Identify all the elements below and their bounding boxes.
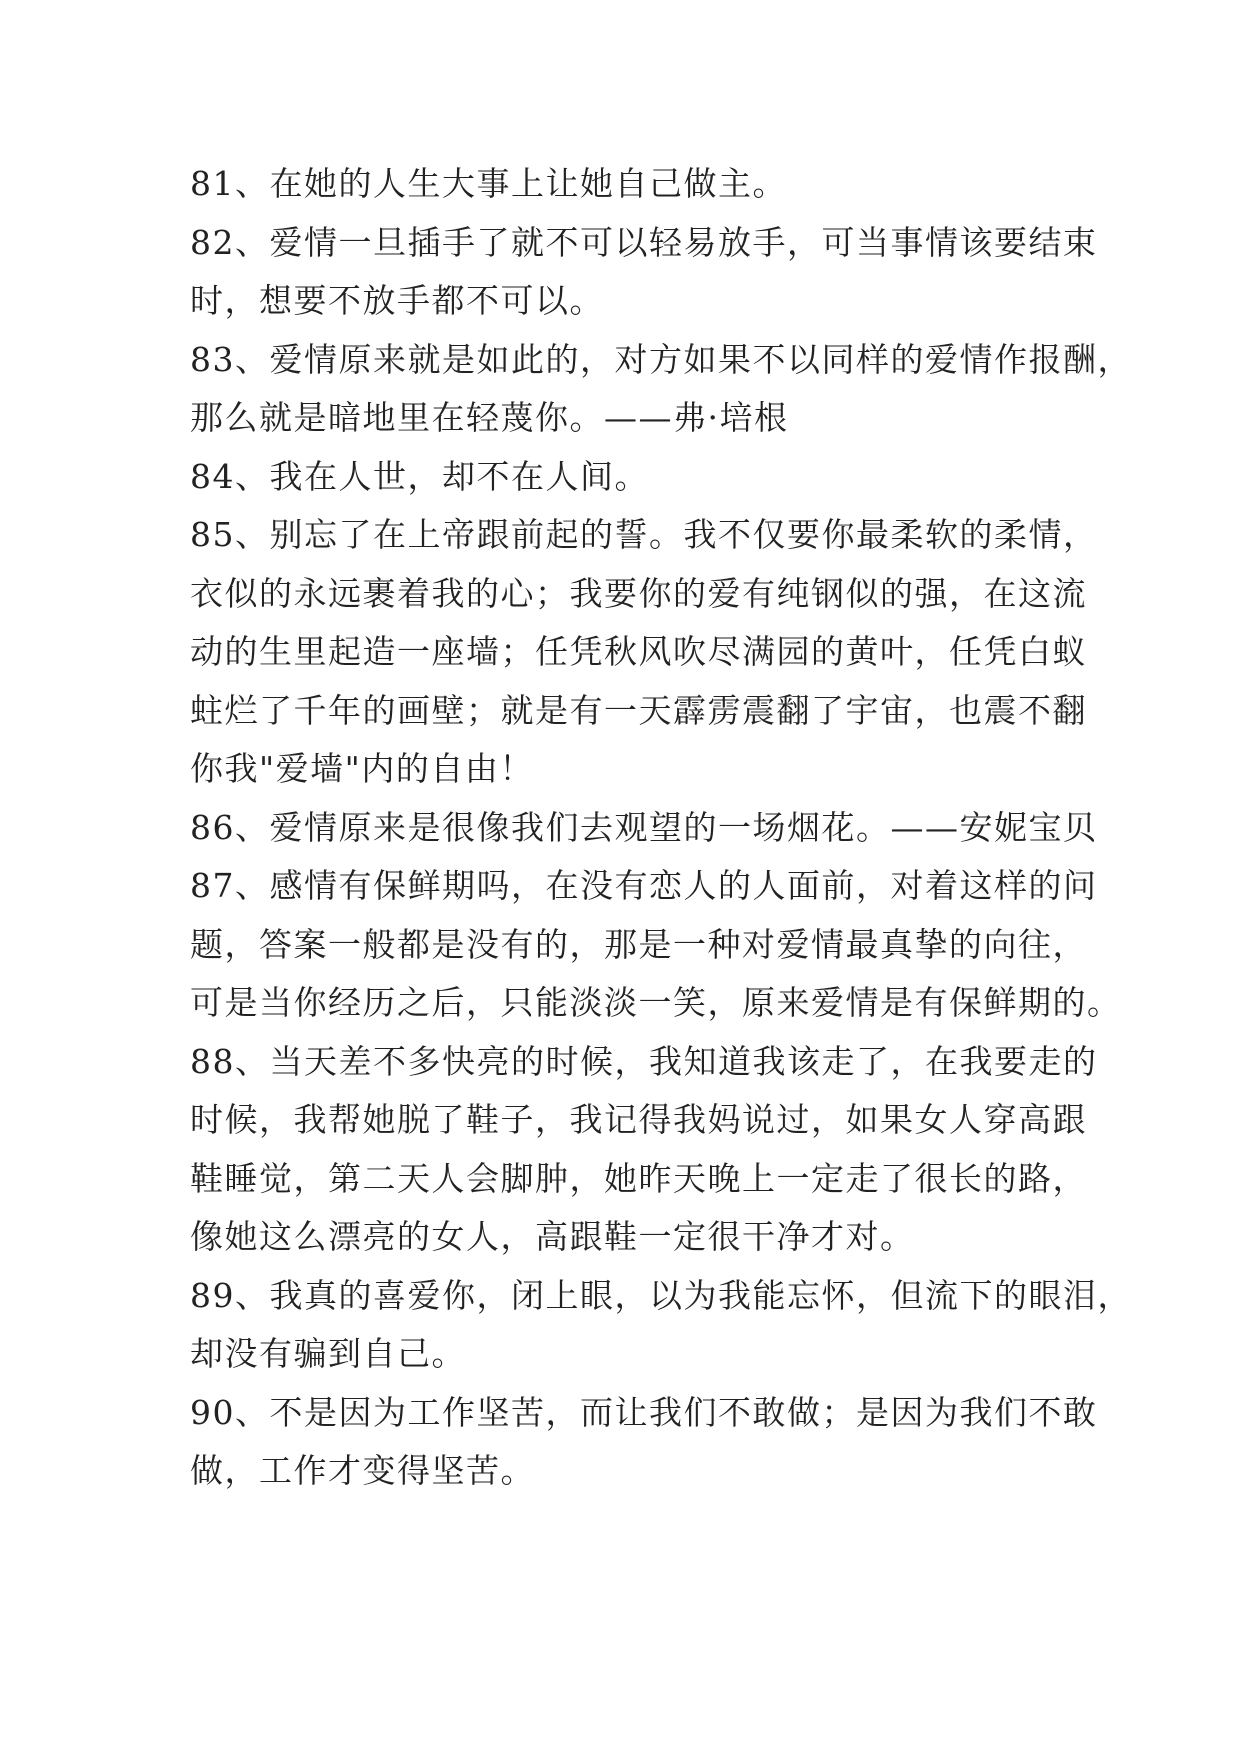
quote-line: 做，工作才变得坚苦。 xyxy=(190,1451,535,1490)
quote-line: 87、感情有保鲜期吗，在没有恋人的人面前，对着这样的问 xyxy=(190,866,1098,905)
quote-entry-90 xyxy=(190,1384,1098,1501)
quote-entry-81 xyxy=(190,155,1060,214)
quote-entry-83 xyxy=(190,331,1132,448)
quote-line: 时候，我帮她脱了鞋子，我记得我妈说过，如果女人穿高跟 xyxy=(190,1100,1087,1139)
quote-line: 可是当你经历之后，只能淡淡一笑，原来爱情是有保鲜期的。 xyxy=(190,983,1122,1022)
quote-line: 鞋睡觉，第二天人会脚肿，她昨天晚上一定走了很长的路， xyxy=(190,1158,1087,1198)
quote-line: 你我"爱墙"内的自由！ xyxy=(190,749,534,788)
quote-line: 衣似的永远裹着我的心；我要你的爱有纯钢似的强，在这流 xyxy=(190,573,1087,613)
quote-line: 88、当天差不多快亮的时候，我知道我该走了，在我要走的 xyxy=(190,1041,1098,1081)
quote-line: 那么就是暗地里在轻蔑你。——弗·培根 xyxy=(190,398,789,437)
quote-line: 90、不是因为工作坚苦，而让我们不敢做；是因为我们不敢 xyxy=(190,1392,1098,1432)
quote-entry-85 xyxy=(190,506,1098,799)
quote-entry-88 xyxy=(190,1033,1098,1267)
quote-line: 题，答案一般都是没有的，那是一种对爱情最真挚的向往， xyxy=(190,924,1087,964)
quote-entry-82 xyxy=(190,214,1098,331)
quote-line: 85、别忘了在上帝跟前起的誓。我不仅要你最柔软的柔情， xyxy=(190,515,1098,554)
quote-entry-87 xyxy=(190,857,1122,1033)
quote-line: 时，想要不放手都不可以。 xyxy=(190,281,604,320)
quote-entry-89 xyxy=(190,1267,1132,1384)
quote-entry-86 xyxy=(190,799,1098,858)
quote-line: 却没有骗到自己。 xyxy=(190,1334,466,1373)
quote-line: 83、爱情原来就是如此的，对方如果不以同样的爱情作报酬， xyxy=(190,339,1132,379)
quote-line: 像她这么漂亮的女人，高跟鞋一定很干净才对。 xyxy=(190,1217,915,1256)
quote-line: 蛀烂了千年的画壁；就是有一天霹雳震翻了宇宙，也震不翻 xyxy=(190,690,1087,730)
quote-line: 动的生里起造一座墙；任凭秋风吹尽满园的黄叶，任凭白蚁 xyxy=(190,632,1087,671)
quote-entry-84 xyxy=(190,448,1060,507)
quote-line: 81、在她的人生大事上让她自己做主。 xyxy=(190,164,787,203)
quote-line: 89、我真的喜爱你，闭上眼，以为我能忘怀，但流下的眼泪， xyxy=(190,1275,1132,1315)
quote-line: 84、我在人世，却不在人间。 xyxy=(190,456,649,496)
quote-list xyxy=(190,155,1132,1501)
quote-line: 86、爱情原来是很像我们去观望的一场烟花。——安妮宝贝 xyxy=(190,807,1098,847)
quote-line: 82、爱情一旦插手了就不可以轻易放手，可当事情该要结束 xyxy=(190,222,1098,262)
